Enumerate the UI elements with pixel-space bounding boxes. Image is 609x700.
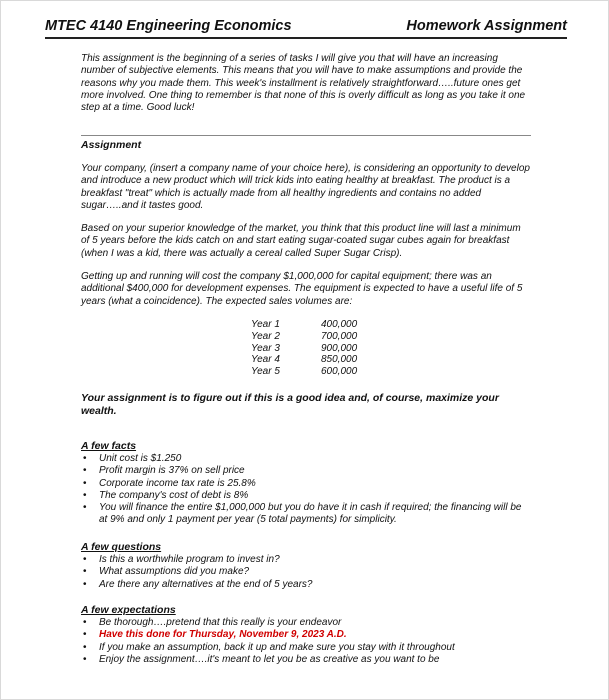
list-item-text: Profit margin is 37% on sell price [99, 465, 245, 477]
list-item-text: What assumptions did you make? [99, 566, 250, 578]
year-cell: Year 1 [251, 319, 280, 330]
list-item [81, 617, 526, 629]
list-item-text: The company's cost of debt is 8% [99, 489, 249, 501]
bullet-icon: • [83, 489, 87, 501]
list-item [81, 629, 526, 641]
list-item-text: Unit cost is $1.250 [99, 453, 182, 464]
year-cell: Year 4 [251, 354, 280, 366]
list-item-text: You will finance the entire $1,000,000 but you do have it in cash if required; the financing will be at 9% and only 1 payment per year (5 total payments) for simplicity. [99, 502, 522, 526]
bullet-icon: • [83, 617, 87, 628]
table-row [251, 319, 357, 331]
table-row [251, 354, 357, 366]
volume-cell: 850,000 [321, 354, 358, 366]
intro-paragraph: This assignment is the beginning of a series of tasks I will give you that will have an increasing number of subjective elements. This means that you will have to make assumptions and provide the reasons why you made them. This week's installment is relatively straightforward…..future ones get more involved. One thing to remember is that none of this is overly difficult as long as you take it one step at a time. Good luck! [81, 53, 526, 114]
volume-cell: 600,000 [321, 366, 358, 378]
list-item [81, 554, 526, 566]
bullet-icon: • [83, 653, 87, 665]
list-item-text: Corporate income tax rate is 25.8% [99, 477, 256, 489]
list-item [81, 579, 526, 591]
assignment-paragraph-1: Your company, (insert a company name of your choice here), is considering an opportunity to develop and introduce a new product which will trick kids into eating healthy at breakfast. The product is a breakfast "treat" which is actually made from all healthy ingredients and contains no added sugar…..and it tastes good. [81, 163, 530, 211]
facts-list [81, 453, 526, 527]
list-item-text: If you make an assumption, back it up and make sure you stay with it throughout [99, 641, 455, 653]
list-item-text: Be thorough….pretend that this really is your endeavor [99, 617, 342, 628]
list-item-text: Are there any alternatives at the end of 5 years? [99, 578, 313, 590]
list-item [81, 465, 526, 477]
assignment-paragraph-2: Based on your superior knowledge of the market, you think that this product line will last a minimum of 5 years before the kids catch on and start eating sugar-coated sugar cubes again for breakfast (when I was a kid, there was actually a cereal called Super Sugar Crisp). [81, 223, 521, 259]
facts-heading: A few facts [81, 440, 137, 452]
year-cell: Year 5 [251, 366, 280, 378]
expectations-heading: A few expectations [81, 604, 176, 616]
sales-volume-table [251, 319, 357, 378]
list-item-text: Is this a worthwhile program to invest in? [99, 554, 280, 565]
volume-cell: 700,000 [321, 330, 358, 342]
page-header [45, 13, 567, 39]
course-title: MTEC 4140 Engineering Economics [45, 18, 292, 34]
bullet-icon: • [83, 465, 87, 477]
bullet-icon: • [83, 502, 87, 514]
table-row [251, 331, 357, 343]
assignment-heading: Assignment [81, 139, 142, 151]
list-item [81, 502, 526, 527]
list-item [81, 654, 526, 666]
due-date-text: Have this done for Thursday, November 9, 2023 A.D. [99, 629, 347, 641]
assignment-paragraph-3: Getting up and running will cost the company $1,000,000 for capital equipment; there was an additional $400,000 for development expenses. The equipment is expected to have a useful life of 5 years (what a coincidence). The expected sales volumes are: [81, 271, 523, 307]
volume-cell: 900,000 [321, 342, 358, 354]
questions-list [81, 554, 526, 591]
list-item [81, 490, 526, 502]
list-item [81, 566, 526, 578]
document-type: Homework Assignment [406, 18, 567, 34]
list-item [81, 478, 526, 490]
bullet-icon: • [83, 629, 87, 641]
list-item [81, 453, 526, 465]
bullet-icon: • [83, 453, 87, 464]
bullet-icon: • [83, 578, 87, 590]
questions-heading: A few questions [81, 541, 162, 553]
table-row [251, 366, 357, 378]
bullet-icon: • [83, 554, 87, 565]
section-divider [81, 135, 531, 136]
bullet-icon: • [83, 477, 87, 489]
volume-cell: 400,000 [321, 319, 358, 330]
bullet-icon: • [83, 641, 87, 653]
year-cell: Year 2 [251, 330, 280, 342]
year-cell: Year 3 [251, 342, 280, 354]
list-item-text: Enjoy the assignment….it's meant to let you be as creative as you want to be [99, 653, 440, 665]
assignment-goal: Your assignment is to figure out if this is a good idea and, of course, maximize your wealth. [81, 392, 499, 417]
bullet-icon: • [83, 566, 87, 578]
table-row [251, 343, 357, 355]
list-item [81, 642, 526, 654]
expectations-list [81, 617, 526, 666]
